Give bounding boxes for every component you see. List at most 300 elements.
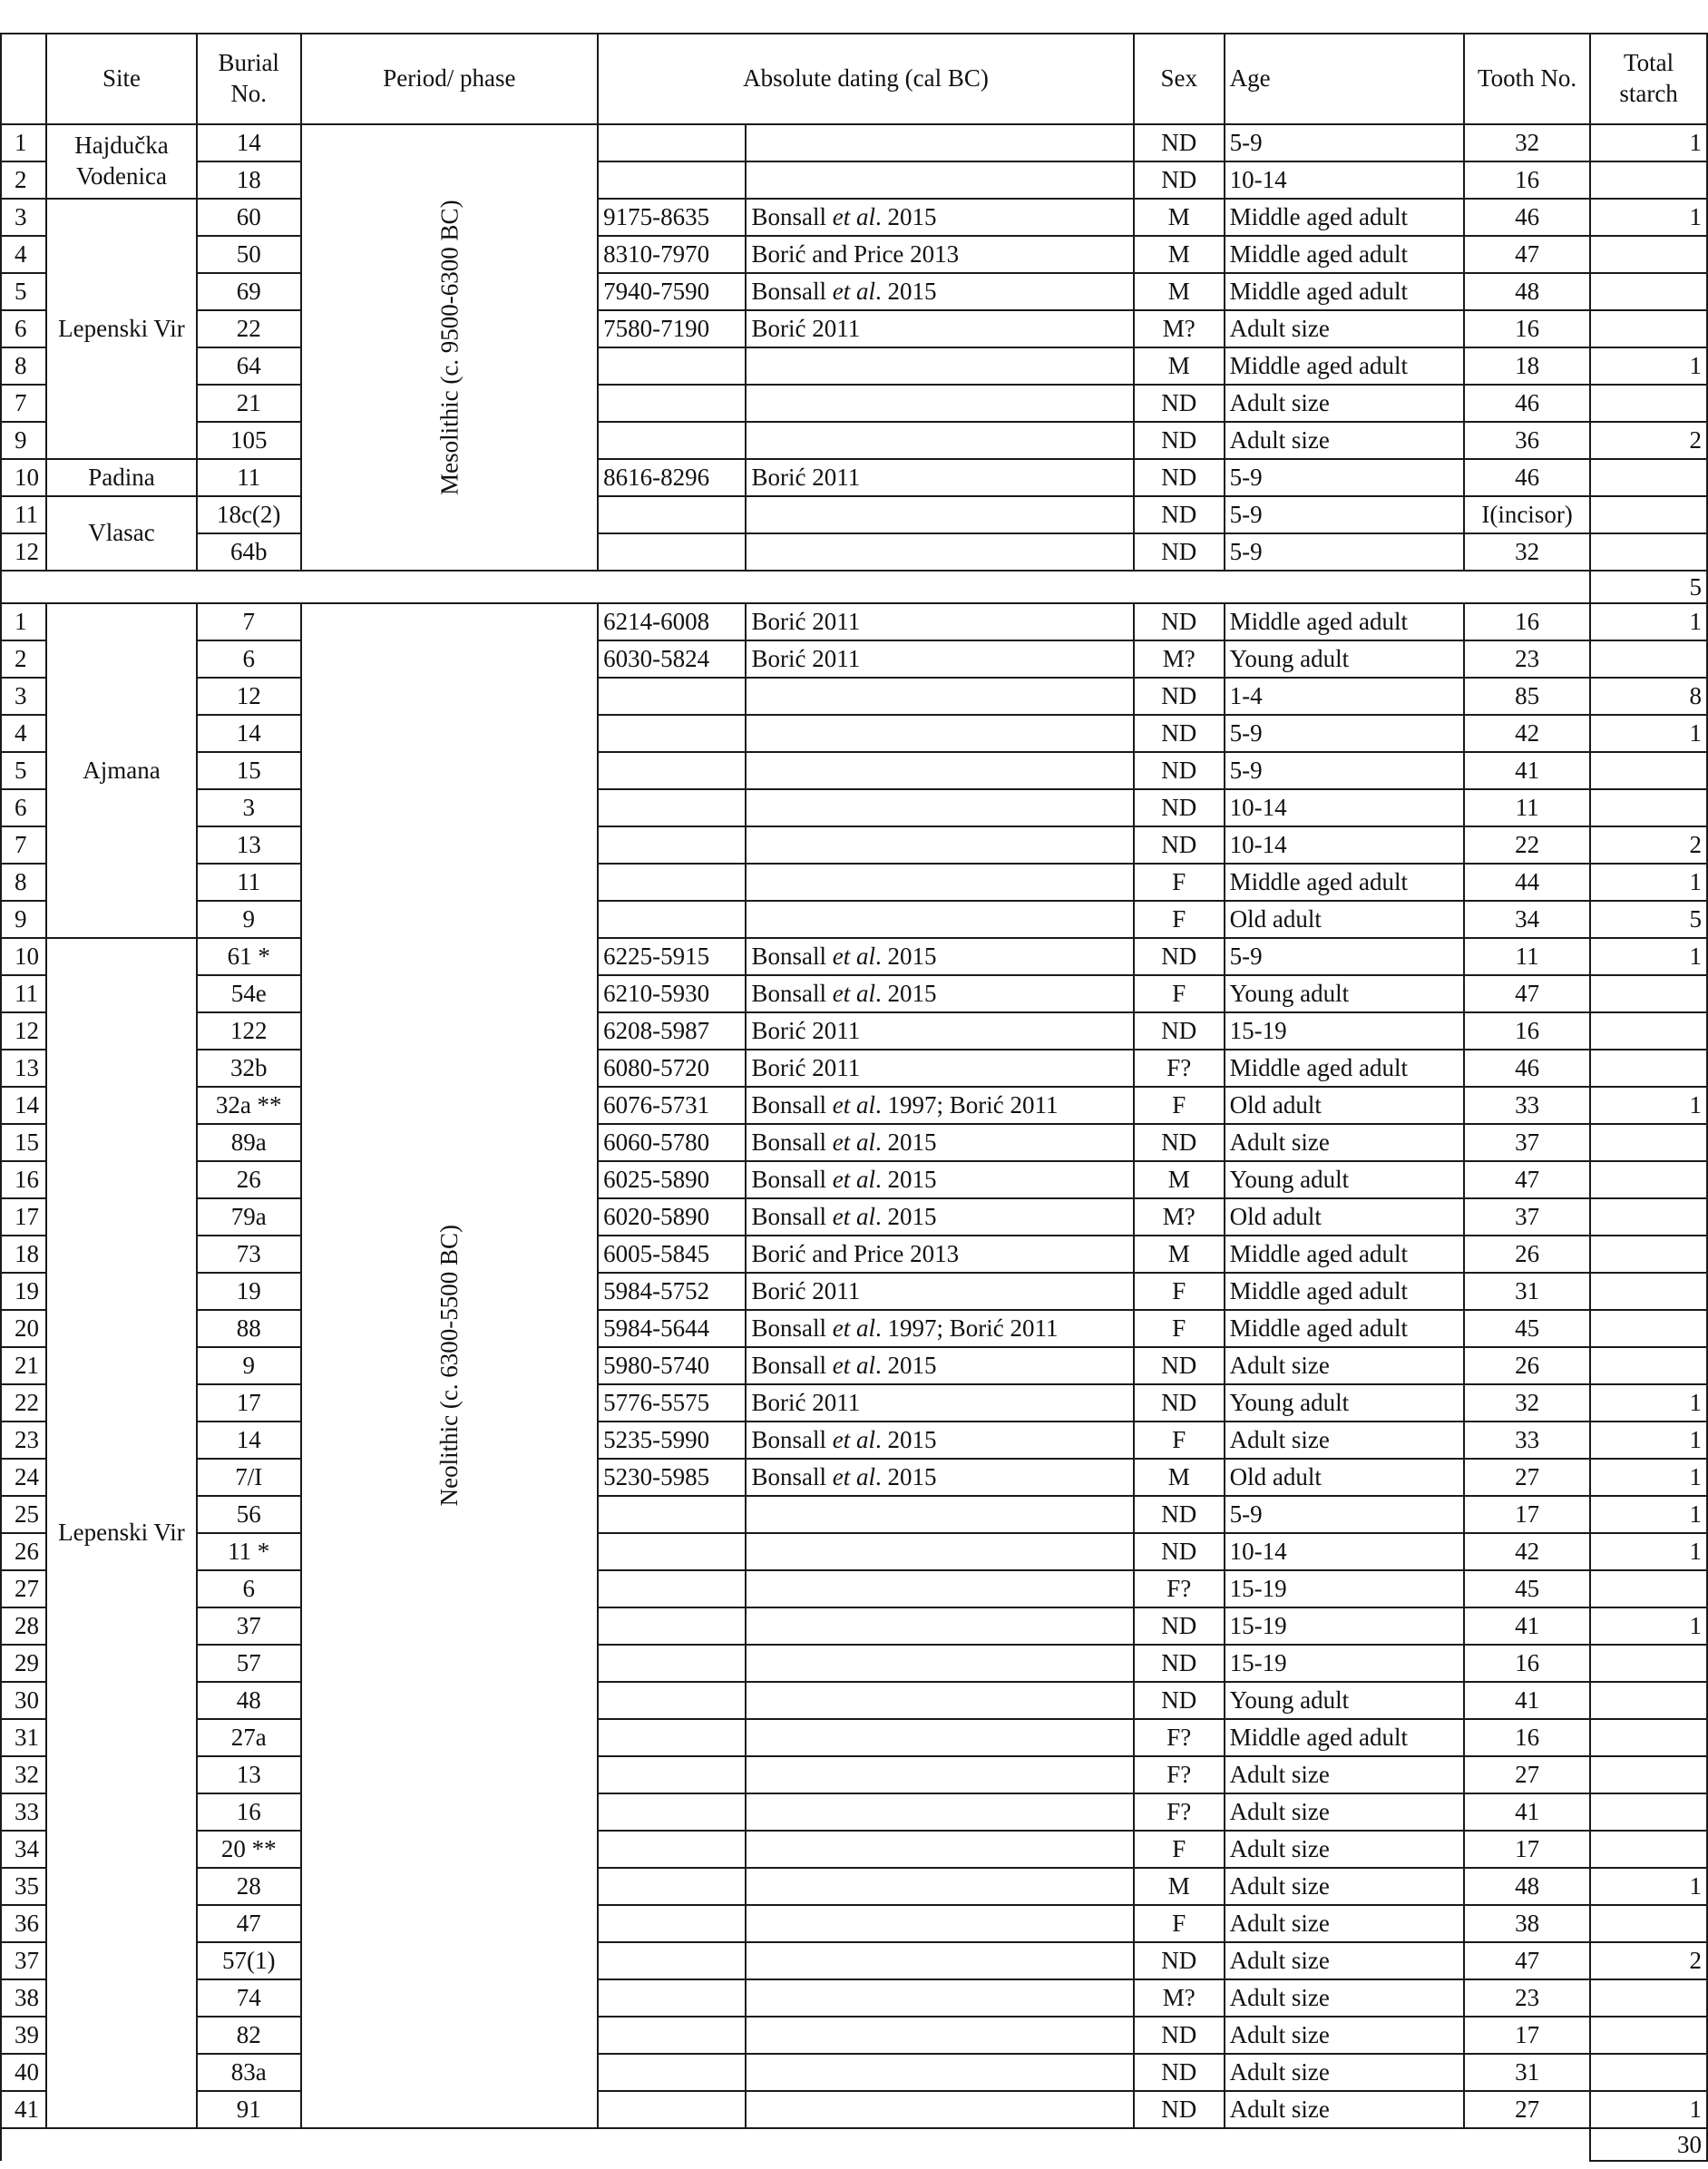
row-index: 4: [1, 715, 46, 752]
sex-value: M?: [1134, 640, 1225, 678]
sex-value: ND: [1134, 2017, 1225, 2054]
tooth-number: 32: [1464, 1384, 1590, 1422]
dating-range: 6076-5731: [598, 1087, 746, 1124]
et-al-italic: et al: [832, 980, 875, 1008]
row-index: 23: [1, 1422, 46, 1459]
age-value: Adult size: [1225, 2017, 1464, 2054]
starch-count: [1590, 1124, 1707, 1161]
sex-value: ND: [1134, 1384, 1225, 1422]
site-cell: Padina: [46, 459, 197, 496]
et-al-italic: et al: [832, 1463, 875, 1491]
age-value: Middle aged adult: [1225, 1273, 1464, 1310]
sex-value: ND: [1134, 1496, 1225, 1533]
row-index: 19: [1, 1273, 46, 1310]
period-cell: [301, 603, 598, 2128]
dating-range: [598, 385, 746, 422]
dating-range: 6005-5845: [598, 1236, 746, 1273]
burial-number: 11: [197, 864, 301, 901]
starch-count: [1590, 1310, 1707, 1347]
dating-reference: [746, 2017, 1133, 2054]
dating-range: [598, 1719, 746, 1756]
tooth-number: 16: [1464, 1645, 1590, 1682]
row-index: 21: [1, 1347, 46, 1384]
burial-number: 64: [197, 347, 301, 385]
burial-number: 61 *: [197, 938, 301, 975]
starch-count: [1590, 1793, 1707, 1831]
tooth-number: 37: [1464, 1124, 1590, 1161]
row-index: 38: [1, 1979, 46, 2017]
dating-range: [598, 2091, 746, 2128]
dating-reference: [746, 789, 1133, 826]
age-value: 5-9: [1225, 459, 1464, 496]
table-row: [1, 124, 1707, 161]
dating-reference: [746, 752, 1133, 789]
starch-count: [1590, 2054, 1707, 2091]
age-value: 5-9: [1225, 1496, 1464, 1533]
period-label: Neolithic (c. 6300-5500 BC): [435, 1225, 464, 1507]
dating-range: [598, 496, 746, 533]
sex-value: F?: [1134, 1793, 1225, 1831]
starch-count: 1: [1590, 1496, 1707, 1533]
table-row: [1, 533, 1707, 571]
header-starch: Total starch: [1590, 34, 1707, 124]
table-row: [1, 199, 1707, 236]
header-age: Age: [1225, 34, 1464, 124]
starch-count: 5: [1590, 901, 1707, 938]
dating-range: [598, 533, 746, 571]
starch-count: [1590, 496, 1707, 533]
burial-number: 69: [197, 273, 301, 310]
row-index: 30: [1, 1682, 46, 1719]
dating-range: [598, 2017, 746, 2054]
tooth-number: 32: [1464, 533, 1590, 571]
age-value: Adult size: [1225, 1422, 1464, 1459]
starch-count: 1: [1590, 864, 1707, 901]
sex-value: M?: [1134, 310, 1225, 347]
row-index: 3: [1, 199, 46, 236]
dating-range: [598, 1570, 746, 1607]
sex-value: ND: [1134, 1124, 1225, 1161]
burial-number: 48: [197, 1682, 301, 1719]
age-value: Young adult: [1225, 975, 1464, 1012]
site-cell: Ajmana: [46, 603, 197, 938]
row-index: 28: [1, 1607, 46, 1645]
header-tooth: Tooth No.: [1464, 34, 1590, 124]
starch-count: [1590, 1273, 1707, 1310]
dating-range: [598, 1942, 746, 1979]
table-row: [1, 1793, 1707, 1831]
age-value: 10-14: [1225, 789, 1464, 826]
starch-count: [1590, 1979, 1707, 2017]
dating-reference: Borić and Price 2013: [746, 1236, 1133, 1273]
dating-range: 8310-7970: [598, 236, 746, 273]
table-row: [1, 1607, 1707, 1645]
dating-reference: Borić 2011: [746, 1384, 1133, 1422]
dating-range: 6208-5987: [598, 1012, 746, 1050]
row-index: 29: [1, 1645, 46, 1682]
row-index: 11: [1, 496, 46, 533]
et-al-italic: et al: [832, 1166, 875, 1194]
row-index: 4: [1, 236, 46, 273]
starch-count: [1590, 1719, 1707, 1756]
dating-range: [598, 826, 746, 864]
age-value: 15-19: [1225, 1012, 1464, 1050]
tooth-number: 46: [1464, 385, 1590, 422]
burial-number: 22: [197, 310, 301, 347]
dating-reference: Borić 2011: [746, 640, 1133, 678]
dating-range: [598, 161, 746, 199]
table-row: [1, 901, 1707, 938]
neolithic-section: [1, 603, 1707, 2128]
dating-reference: [746, 715, 1133, 752]
tooth-number: 33: [1464, 1422, 1590, 1459]
tooth-number: I(incisor): [1464, 496, 1590, 533]
dating-range: [598, 715, 746, 752]
table-row: [1, 2054, 1707, 2091]
burial-number: 14: [197, 1422, 301, 1459]
table-row: [1, 347, 1707, 385]
dating-range: [598, 2054, 746, 2091]
row-index: 18: [1, 1236, 46, 1273]
tooth-number: 34: [1464, 901, 1590, 938]
sex-value: ND: [1134, 678, 1225, 715]
row-index: 25: [1, 1496, 46, 1533]
dating-range: [598, 1496, 746, 1533]
dating-range: [598, 1756, 746, 1793]
age-value: Adult size: [1225, 1124, 1464, 1161]
sex-value: M: [1134, 1868, 1225, 1905]
dating-reference: [746, 1942, 1133, 1979]
table-row: [1, 864, 1707, 901]
burial-number: 21: [197, 385, 301, 422]
header-period: Period/ phase: [301, 34, 598, 124]
table-row: [1, 2091, 1707, 2128]
burial-number: 50: [197, 236, 301, 273]
row-index: 40: [1, 2054, 46, 2091]
table-row: [1, 1979, 1707, 2017]
age-value: Young adult: [1225, 1384, 1464, 1422]
age-value: Middle aged adult: [1225, 1236, 1464, 1273]
table-row: [1, 1831, 1707, 1868]
dating-range: [598, 1533, 746, 1570]
dating-range: [598, 1905, 746, 1942]
dating-reference: Bonsall et al. 2015: [746, 273, 1133, 310]
sex-value: F?: [1134, 1756, 1225, 1793]
tooth-number: 16: [1464, 161, 1590, 199]
row-index: 14: [1, 1087, 46, 1124]
table-row: [1, 1347, 1707, 1384]
sex-value: ND: [1134, 1607, 1225, 1645]
sex-value: ND: [1134, 938, 1225, 975]
subtotal-spacer: [1, 2128, 1590, 2161]
tooth-number: 46: [1464, 1050, 1590, 1087]
starch-count: [1590, 1570, 1707, 1607]
age-value: Adult size: [1225, 422, 1464, 459]
dating-range: 6214-6008: [598, 603, 746, 640]
table-row: [1, 1905, 1707, 1942]
sex-value: ND: [1134, 789, 1225, 826]
table-row: [1, 1087, 1707, 1124]
dating-reference: Borić 2011: [746, 603, 1133, 640]
dating-reference: [746, 2091, 1133, 2128]
starch-count: [1590, 1347, 1707, 1384]
sex-value: ND: [1134, 496, 1225, 533]
age-value: Middle aged adult: [1225, 1050, 1464, 1087]
tooth-number: 85: [1464, 678, 1590, 715]
table-row: [1, 1161, 1707, 1198]
dating-range: 5230-5985: [598, 1459, 746, 1496]
dating-reference: [746, 496, 1133, 533]
age-value: Adult size: [1225, 1831, 1464, 1868]
starch-count: 1: [1590, 938, 1707, 975]
dating-range: 6030-5824: [598, 640, 746, 678]
tooth-number: 11: [1464, 789, 1590, 826]
dating-reference: [746, 1570, 1133, 1607]
starch-count: [1590, 789, 1707, 826]
starch-count: 1: [1590, 1422, 1707, 1459]
dating-range: 9175-8635: [598, 199, 746, 236]
age-value: Middle aged adult: [1225, 1310, 1464, 1347]
dating-reference: [746, 385, 1133, 422]
burial-number: 9: [197, 901, 301, 938]
tooth-number: 11: [1464, 938, 1590, 975]
burial-number: 15: [197, 752, 301, 789]
sex-value: F: [1134, 1422, 1225, 1459]
header-row: [1, 34, 1707, 124]
starch-count: 2: [1590, 826, 1707, 864]
sex-value: ND: [1134, 715, 1225, 752]
burial-number: 17: [197, 1384, 301, 1422]
dating-range: 5776-5575: [598, 1384, 746, 1422]
tooth-number: 16: [1464, 603, 1590, 640]
table-row: [1, 310, 1707, 347]
dating-range: [598, 1868, 746, 1905]
row-index: 32: [1, 1756, 46, 1793]
dating-reference: [746, 1533, 1133, 1570]
starch-count: 1: [1590, 124, 1707, 161]
dating-reference: Bonsall et al. 2015: [746, 1124, 1133, 1161]
starch-count: [1590, 1645, 1707, 1682]
age-value: 5-9: [1225, 124, 1464, 161]
table-row: [1, 1570, 1707, 1607]
table-row: [1, 1384, 1707, 1422]
age-value: 10-14: [1225, 161, 1464, 199]
sex-value: F: [1134, 864, 1225, 901]
dating-range: 5984-5752: [598, 1273, 746, 1310]
table-row: [1, 1645, 1707, 1682]
burial-number: 11: [197, 459, 301, 496]
table-row: [1, 752, 1707, 789]
starch-count: [1590, 1756, 1707, 1793]
tooth-number: 27: [1464, 2091, 1590, 2128]
burial-number: 6: [197, 640, 301, 678]
dating-reference: Bonsall et al. 2015: [746, 199, 1133, 236]
dating-range: [598, 422, 746, 459]
dating-range: [598, 1793, 746, 1831]
et-al-italic: et al: [832, 203, 875, 231]
age-value: Adult size: [1225, 2054, 1464, 2091]
tooth-number: 42: [1464, 1533, 1590, 1570]
starch-count: [1590, 1161, 1707, 1198]
row-index: 11: [1, 975, 46, 1012]
starch-count: [1590, 1905, 1707, 1942]
dating-reference: Borić and Price 2013: [746, 236, 1133, 273]
site-cell: Vlasac: [46, 496, 197, 571]
row-index: 10: [1, 938, 46, 975]
dating-range: [598, 1682, 746, 1719]
burial-number: 11 *: [197, 1533, 301, 1570]
dating-reference: [746, 2054, 1133, 2091]
table-row: [1, 496, 1707, 533]
dating-range: [598, 1979, 746, 2017]
starch-count: [1590, 1831, 1707, 1868]
et-al-italic: et al: [832, 943, 875, 971]
dating-reference: [746, 1831, 1133, 1868]
burial-number: 7/I: [197, 1459, 301, 1496]
header-sex: Sex: [1134, 34, 1225, 124]
dating-range: [598, 347, 746, 385]
et-al-italic: et al: [832, 1426, 875, 1454]
row-index: 5: [1, 273, 46, 310]
sex-value: M: [1134, 199, 1225, 236]
sex-value: M?: [1134, 1198, 1225, 1236]
age-value: Young adult: [1225, 1682, 1464, 1719]
burial-number: 54e: [197, 975, 301, 1012]
row-index: 16: [1, 1161, 46, 1198]
table-row: [1, 789, 1707, 826]
starch-count: [1590, 640, 1707, 678]
starch-count: 1: [1590, 1607, 1707, 1645]
age-value: Young adult: [1225, 640, 1464, 678]
table-row: [1, 1682, 1707, 1719]
table-row: [1, 678, 1707, 715]
sex-value: ND: [1134, 1682, 1225, 1719]
burial-number: 14: [197, 715, 301, 752]
tooth-number: 17: [1464, 1496, 1590, 1533]
starch-count: [1590, 1198, 1707, 1236]
table-row: [1, 161, 1707, 199]
tooth-number: 41: [1464, 1607, 1590, 1645]
table-row: [1, 1050, 1707, 1087]
dating-range: 8616-8296: [598, 459, 746, 496]
row-index: 1: [1, 124, 46, 161]
table-row: [1, 1942, 1707, 1979]
starch-count: 1: [1590, 347, 1707, 385]
burial-number: 89a: [197, 1124, 301, 1161]
starch-count: [1590, 236, 1707, 273]
table-row: [1, 1310, 1707, 1347]
burial-number: 20 **: [197, 1831, 301, 1868]
starch-count: 1: [1590, 603, 1707, 640]
burial-number: 79a: [197, 1198, 301, 1236]
sex-value: F: [1134, 1273, 1225, 1310]
row-index: 12: [1, 533, 46, 571]
dating-reference: Bonsall et al. 1997; Borić 2011: [746, 1310, 1133, 1347]
row-index: 8: [1, 347, 46, 385]
tooth-number: 47: [1464, 236, 1590, 273]
age-value: Adult size: [1225, 1756, 1464, 1793]
burial-number: 26: [197, 1161, 301, 1198]
burial-number: 9: [197, 1347, 301, 1384]
starch-count: [1590, 161, 1707, 199]
tooth-number: 47: [1464, 1161, 1590, 1198]
row-index: 7: [1, 385, 46, 422]
sex-value: ND: [1134, 1533, 1225, 1570]
tooth-number: 45: [1464, 1310, 1590, 1347]
sex-value: ND: [1134, 603, 1225, 640]
row-index: 20: [1, 1310, 46, 1347]
dating-range: 6025-5890: [598, 1161, 746, 1198]
age-value: Adult size: [1225, 1905, 1464, 1942]
dating-reference: Borić 2011: [746, 1050, 1133, 1087]
table-row: [1, 1012, 1707, 1050]
sex-value: ND: [1134, 1347, 1225, 1384]
tooth-number: 48: [1464, 273, 1590, 310]
et-al-italic: et al: [832, 1352, 875, 1380]
dating-range: 6210-5930: [598, 975, 746, 1012]
table-row: [1, 422, 1707, 459]
age-value: Adult size: [1225, 1347, 1464, 1384]
tooth-number: 23: [1464, 640, 1590, 678]
header-site: Site: [46, 34, 197, 124]
sex-value: ND: [1134, 826, 1225, 864]
starch-count: 1: [1590, 1384, 1707, 1422]
dating-range: [598, 124, 746, 161]
age-value: 5-9: [1225, 715, 1464, 752]
starch-count: 1: [1590, 2091, 1707, 2128]
burial-number: 18c(2): [197, 496, 301, 533]
burial-number: 16: [197, 1793, 301, 1831]
age-value: Old adult: [1225, 1459, 1464, 1496]
age-value: Adult size: [1225, 1979, 1464, 2017]
burial-number: 56: [197, 1496, 301, 1533]
site-cell: Hajdučka Vodenica: [46, 124, 197, 199]
row-index: 3: [1, 678, 46, 715]
tooth-number: 32: [1464, 124, 1590, 161]
dating-range: 5984-5644: [598, 1310, 746, 1347]
starch-count: [1590, 1682, 1707, 1719]
sex-value: ND: [1134, 385, 1225, 422]
dating-range: 7940-7590: [598, 273, 746, 310]
mesolithic-subtotal: [1, 571, 1707, 603]
dating-reference: [746, 1607, 1133, 1645]
age-value: 5-9: [1225, 938, 1464, 975]
subtotal-row: [1, 2128, 1707, 2161]
starch-count: 1: [1590, 1533, 1707, 1570]
sex-value: F: [1134, 1310, 1225, 1347]
sex-value: F?: [1134, 1050, 1225, 1087]
dating-range: [598, 678, 746, 715]
starch-count: 2: [1590, 1942, 1707, 1979]
age-value: 5-9: [1225, 496, 1464, 533]
dating-range: 6060-5780: [598, 1124, 746, 1161]
age-value: Old adult: [1225, 1198, 1464, 1236]
burial-number: 14: [197, 124, 301, 161]
burial-number: 7: [197, 603, 301, 640]
row-index: 41: [1, 2091, 46, 2128]
tooth-number: 17: [1464, 2017, 1590, 2054]
sex-value: M: [1134, 1236, 1225, 1273]
dating-reference: [746, 161, 1133, 199]
dating-reference: [746, 901, 1133, 938]
starch-count: [1590, 1236, 1707, 1273]
dating-reference: [746, 826, 1133, 864]
starch-count: [1590, 2017, 1707, 2054]
table-row: [1, 1496, 1707, 1533]
dating-reference: Borić 2011: [746, 459, 1133, 496]
table-row: [1, 1124, 1707, 1161]
dating-range: [598, 901, 746, 938]
